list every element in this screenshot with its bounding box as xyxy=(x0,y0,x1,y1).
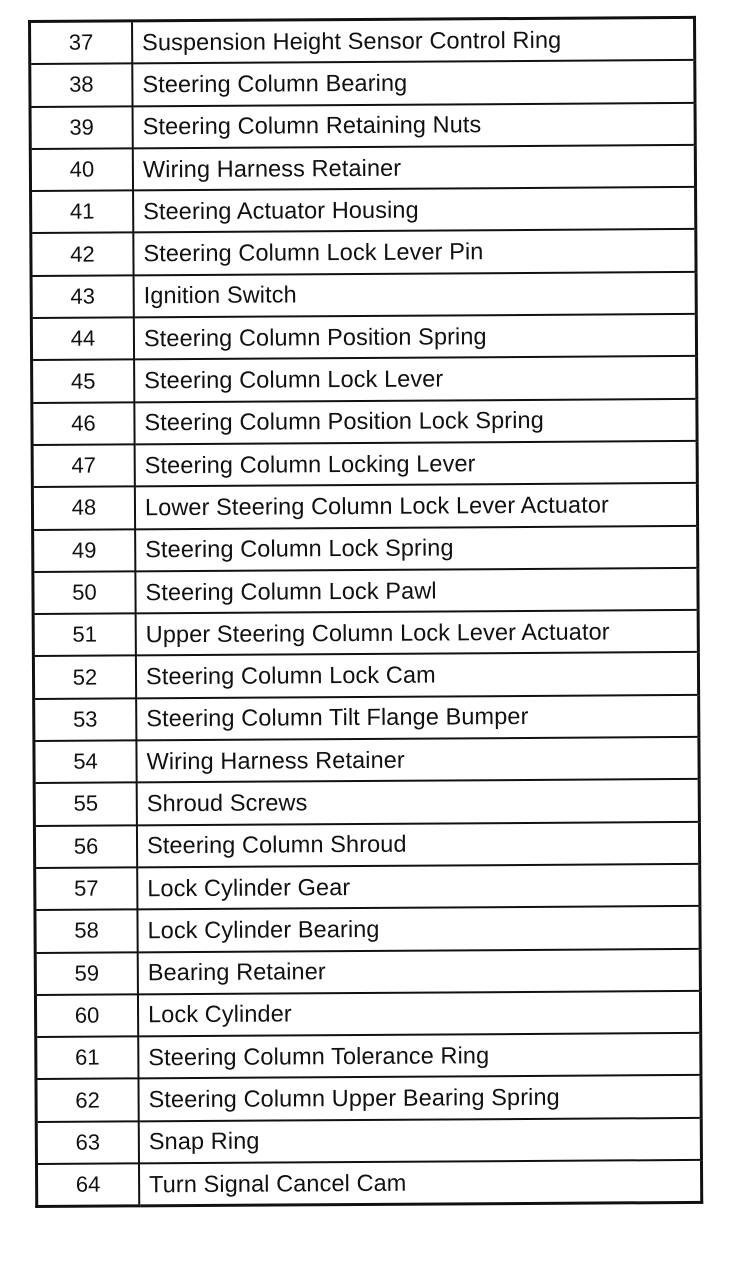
table-row xyxy=(33,610,698,656)
table-row xyxy=(34,822,699,868)
part-name: Steering Column Tolerance Ring xyxy=(138,1033,701,1079)
part-name: Steering Actuator Housing xyxy=(133,187,696,233)
table-row xyxy=(30,145,695,191)
table-row xyxy=(35,991,700,1037)
parts-legend-body xyxy=(30,17,702,1206)
part-number: 51 xyxy=(33,614,136,657)
table-row xyxy=(30,60,695,106)
part-name: Snap Ring xyxy=(139,1118,702,1164)
table-row xyxy=(36,1075,701,1121)
part-name: Steering Column Position Spring xyxy=(134,314,697,360)
part-number: 43 xyxy=(31,275,134,318)
table-row xyxy=(36,1160,701,1207)
table-row xyxy=(32,399,697,445)
part-number: 38 xyxy=(30,64,133,107)
part-name: Steering Column Tilt Flange Bumper xyxy=(136,695,699,741)
part-name: Ignition Switch xyxy=(134,272,697,318)
part-name: Wiring Harness Retainer xyxy=(136,737,699,783)
table-row xyxy=(33,568,698,614)
part-name: Upper Steering Column Lock Lever Actuator xyxy=(136,610,699,656)
part-number: 55 xyxy=(34,783,137,826)
part-number: 50 xyxy=(33,571,136,614)
part-number: 39 xyxy=(30,106,133,149)
table-row xyxy=(34,779,699,825)
part-name: Steering Column Upper Bearing Spring xyxy=(138,1075,701,1121)
table-row xyxy=(30,103,695,149)
part-number: 52 xyxy=(33,656,136,699)
part-name: Bearing Retainer xyxy=(138,948,701,994)
part-number: 44 xyxy=(31,317,134,360)
part-name: Lock Cylinder Gear xyxy=(137,864,700,910)
part-name: Turn Signal Cancel Cam xyxy=(139,1160,702,1206)
part-number: 46 xyxy=(32,402,135,445)
part-number: 63 xyxy=(36,1121,139,1164)
part-name: Suspension Height Sensor Control Ring xyxy=(132,17,695,63)
part-number: 49 xyxy=(33,529,136,572)
part-name: Wiring Harness Retainer xyxy=(133,145,696,191)
table-row xyxy=(31,187,696,233)
part-number: 42 xyxy=(31,233,134,276)
part-number: 56 xyxy=(34,825,137,868)
table-row xyxy=(32,356,697,402)
part-name: Steering Column Lock Spring xyxy=(135,525,698,571)
part-name: Steering Column Lock Lever Pin xyxy=(133,229,696,275)
part-number: 48 xyxy=(32,487,135,530)
part-number: 57 xyxy=(35,867,138,910)
table-row xyxy=(36,1118,701,1164)
part-number: 41 xyxy=(31,191,134,234)
part-name: Lower Steering Column Lock Lever Actuator xyxy=(135,483,698,529)
table-row xyxy=(30,17,695,64)
part-number: 60 xyxy=(35,994,138,1037)
part-number: 64 xyxy=(36,1163,139,1206)
table-row xyxy=(34,695,699,741)
table-row xyxy=(32,483,697,529)
part-name: Steering Column Lock Lever xyxy=(134,356,697,402)
part-number: 40 xyxy=(30,148,133,191)
part-name: Steering Column Bearing xyxy=(132,60,695,106)
table-row xyxy=(31,314,696,360)
parts-legend-table xyxy=(28,16,703,1208)
table-row xyxy=(33,652,698,698)
part-number: 59 xyxy=(35,952,138,995)
table-row xyxy=(31,229,696,275)
table-row xyxy=(35,948,700,994)
part-name: Lock Cylinder xyxy=(138,991,701,1037)
part-number: 61 xyxy=(36,1036,139,1079)
part-number: 54 xyxy=(34,740,137,783)
part-name: Steering Column Position Lock Spring xyxy=(134,399,697,445)
part-name: Steering Column Shroud xyxy=(137,822,700,868)
part-name: Lock Cylinder Bearing xyxy=(137,906,700,952)
table-row xyxy=(36,1033,701,1079)
part-name: Steering Column Lock Cam xyxy=(136,652,699,698)
part-number: 47 xyxy=(32,444,135,487)
part-name: Shroud Screws xyxy=(137,779,700,825)
part-number: 58 xyxy=(35,910,138,953)
table-row xyxy=(31,272,696,318)
part-number: 37 xyxy=(30,21,133,64)
part-number: 62 xyxy=(36,1079,139,1122)
table-row xyxy=(35,864,700,910)
table-row xyxy=(34,737,699,783)
part-name: Steering Column Retaining Nuts xyxy=(133,103,696,149)
part-number: 53 xyxy=(34,698,137,741)
table-row xyxy=(33,525,698,571)
table-row xyxy=(35,906,700,952)
part-name: Steering Column Lock Pawl xyxy=(135,568,698,614)
part-name: Steering Column Locking Lever xyxy=(135,441,698,487)
part-number: 45 xyxy=(32,360,135,403)
table-row xyxy=(32,441,697,487)
